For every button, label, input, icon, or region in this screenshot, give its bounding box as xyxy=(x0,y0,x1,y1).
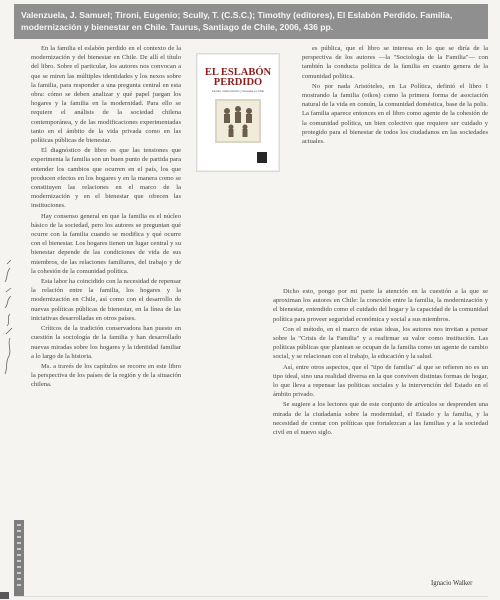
paragraph: Hay consenso general en que la familia es el núcleo básico de la sociedad, pero los autores se preguntan qué ocurre con la familia cuando se modifica y qué ocurre con el bienestar. Los hogares tienen un lugar central y su bienestar depende de las condiciones de vida de sus miembros, de las relaciones familiares, del trabajo y de la cohesión de la comunidad política. xyxy=(31,212,181,275)
paragraph: El diagnóstico de libro es que las tensiones que experimenta la familia son un buen punto de partida para entender los cambios que ocurren en el país, los que producen efectos en los hogares y en la manera como se constituyen las relaciones en el marco de la modernización y en el bienestar que ofrecen las instituciones. xyxy=(31,147,181,210)
paragraph: Críticos de la tradición conservadora han puesto en cuestión la sociología de la familia y han desarrollado nuevas miradas sobre los hogares y la identidad familiar a lo largo de la historia. xyxy=(31,325,181,360)
paragraph: Se sugiere a los lectores que de este conjunto de artículos se desprenden una mirada de la ciudadanía sobre la modernidad, el Estado y la familia, y la necesidad de contar con políticas que fortalezcan a las familias y a la sociedad civil en el nuevo siglo. xyxy=(273,401,488,437)
text-column-right-bottom xyxy=(273,287,488,573)
book-cover-title xyxy=(197,68,279,87)
paragraph: Ms. a través de los capítulos se recorre en este libro la perspectiva de los países de la región y de la situación chilena. xyxy=(31,362,181,389)
text-column-right-top xyxy=(302,44,488,280)
paragraph: Así, entre otros aspectos, que el "tipo de familia" al que se refieren no es un tipo ideal, sino una realidad diversa en la que conviven distintas formas de hogar, lo que lleva a repensar las políticas sociales y la intervención del Estado en el ámbito privado. xyxy=(273,363,488,399)
author-signature: Ignacio Walker xyxy=(431,580,473,587)
publisher-logo-icon xyxy=(257,152,267,163)
paragraph: En la familia el eslabón perdido en el contexto de la modernización y del bienestar en Chile. De allí el título del libro. Sobre el particular, los autores nos convocan a que se miren las múltiples identidades y los nexos sobre la familia, para responder a una pregunta central en esta obra: cómo se deben analizar y qué papel juegan los hogares y la familia en la modernidad. Para ello se requiere el análisis de la sociedad chilena contemporánea, y de las modificaciones experimentadas tanto en el ámbito de la vida privada como en las políticas públicas de bienestar. xyxy=(31,45,181,145)
cover-photo-icon xyxy=(215,99,261,143)
paragraph: Con el método, en el marco de estas ideas, los autores nos invitan a pensar sobre la "Crisis de la Familia" y a reafirmar su valor como institución. Las políticas públicas que plantean se ocupan de la familia como un agente de cambio social, y se relacionan con el trabajo, la educación y la salud. xyxy=(273,325,488,361)
book-cover-title-line: EL ESLABÓN xyxy=(204,67,272,78)
side-strip xyxy=(14,520,24,596)
paragraph: Esta labor ha coincidido con la necesidad de repensar la relación entre la familia, los hogares y la modernización en Chile, así como con el desarrollo de nuevas políticas públicas de bienestar, en la línea de las iniciativas desarrolladas en otros países. xyxy=(31,278,181,322)
book-cover-title-line: PERDIDO xyxy=(213,76,263,88)
book-cover-image xyxy=(196,53,280,172)
handwritten-note-icon xyxy=(2,258,16,378)
paragraph: Dicho esto, pongo por mi parte la atención en la cuestión a la que se aproximan los autores en Chile: la conexión entre la familia, la modernización y el bienestar, entendido como el cuidado del hogar y la capacidad de la comunidad política para proveer seguridad económica y social a sus miembros. xyxy=(273,288,488,323)
book-cover-subtitle: Familia, modernización y bienestar en Chile xyxy=(211,90,265,93)
scan-corner-mark-icon xyxy=(0,592,9,599)
paragraph: es pública, que el libro se interesa en lo que se diría de la perspectiva de los autores —la "Sociología de la Familia"— con también la conducta política de la familia en cuanto genera de la comunidad política. xyxy=(302,45,488,80)
text-column-left xyxy=(31,44,181,592)
citation-text: Valenzuela, J. Samuel; Tironi, Eugenio; Scully, T. (C.S.C.); Timothy (editores), El Eslabón Perdido. Familia, modernización y bienestar en Chile. Taurus, Santiago de Chile, 2006, 436 pp. xyxy=(21,10,453,32)
citation-header xyxy=(14,4,488,39)
paragraph: No por nada Aristóteles, en La Política, definió el libro I mostrando la familia (oikos) como la primera forma de asociación natural de la vida en común, la comunidad doméstica, base de la polis. La familia aparece entonces en el libro como agente de la cohesión de la comunidad política, un bien colectivo que requiere ser cuidado y protegido para el bienestar de todos los ciudadanos en las sociedades actuales. xyxy=(302,82,488,146)
side-strip-pattern-icon xyxy=(14,520,24,596)
bottom-divider xyxy=(14,596,488,597)
